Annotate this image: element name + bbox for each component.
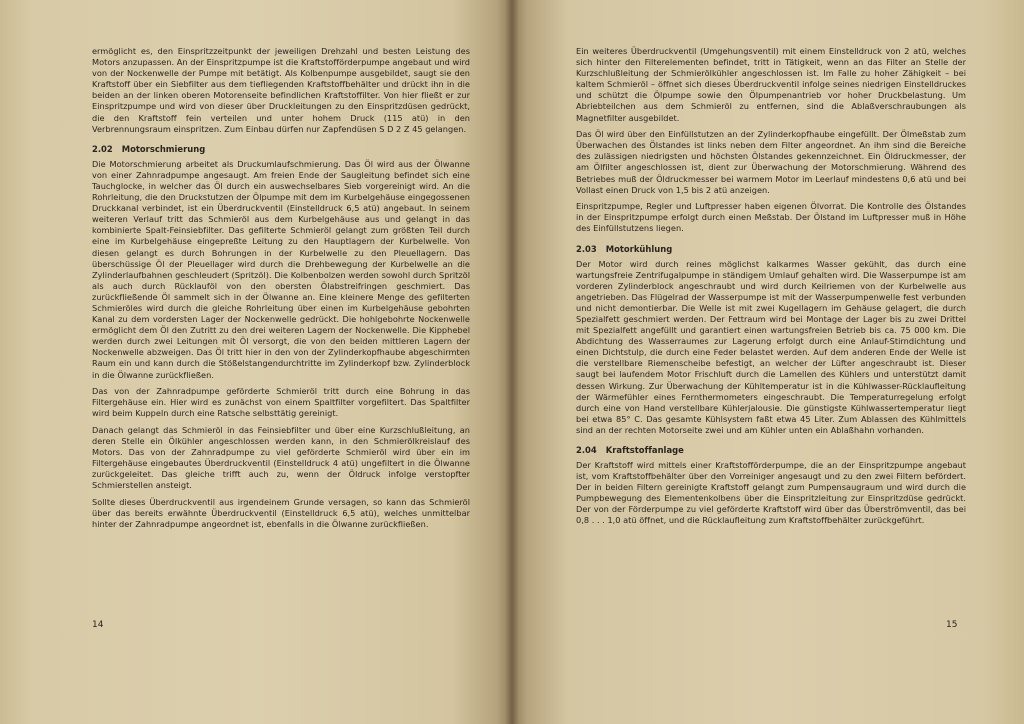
section-heading-kraftstoffanlage: [576, 445, 966, 456]
section-number: 2.04: [576, 445, 597, 455]
section-number: 2.02: [92, 143, 113, 154]
section-title: Motorschmierung: [121, 143, 206, 154]
paragraph: Die Motorschmierung arbeitet als Druckumlaufschmierung. Das Öl wird aus der Ölwanne von einer Zahnradpumpe angesaugt. Am freien Ende der Saugleitung befindet sich eine Tauchglocke, in welcher das Öl durch ein auswechselbares Sieb vorgereinigt wird. An die Rohrleitung, die den Druckstutzen der Ölpumpe mit dem im Kurbelgehäuse eingegossenen Druckkanal verbindet, ist ein Überdruckventil (Einstelldruck 6,5 atü) angebaut. In seinem weiteren Verlauf tritt das Schmieröl aus dem Kurbelgehäuse aus und gelangt in das kombinierte Spalt-Feinsiebfilter. Das gefilterte Schmieröl gelangt zum größten Teil durch eine im Kurbelgehäuse eingepreßte Leitung zu den Hauptlagern der Kurbelwelle. Von diesen gelangt es durch Bohrungen in der Kurbelwelle zu den Pleuellagern. Das überschüssige Öl der Pleuellager wird durch die Drehbewegung der Kurbelwelle an die Zylinderlaufbahnen geschleudert (Spritzöl). Die Kolbenbolzen werden sowohl durch Spritzöl als auch durch Rücklauföl von den obersten Ölabstreifringen geschmiert. Das zurückfließende Öl sammelt sich in der Ölwanne an. Eine kleinere Menge des gefilterten Schmieröles wird durch die gleiche Rohrleitung über einen im Kurbelgehäuse gebohrten Kanal zu dem vordersten Lager der Nockenwelle gedrückt. Die hohlgebohrte Nockenwelle ermöglicht dem Öl den Zutritt zu den drei weiteren Lagern der Nockenwelle. Die Kipphebel werden durch zwei Leitungen mit Öl versorgt, die von den beiden mittleren Lagern der Nockenwelle abzweigen. Das Öl tritt hier in den von der Zylinderkopfhaube abgeschirmten Raum ein und kann durch die Stößelstangendurchtritte im Zylinderkopf bzw. Zylinderblock in die Ölwanne zurückfließen.: [92, 158, 470, 380]
right-page-text-column: [576, 46, 966, 532]
paragraph: ermöglicht es, den Einspritzzeitpunkt der jeweiligen Drehzahl und besten Leistung des Motors anzupassen. An der Einspritzpumpe ist die Kraftstofförderpumpe angebaut und wird von der Nockenwelle der Pumpe mit betätigt. Als Kolbenpumpe ausgebildet, saugt sie den Kraftstoff über ein Siebfilter aus dem tiefliegenden Kraftstoffbehälter und drückt ihn in die beiden an der linken oberen Motorenseite befindlichen Kraftstoffilter. Von hier fließt er zur Einspritzpumpe und wird von dieser über Druckleitungen zu den Einspritzdüsen gedrückt, die den Kraftstoff fein verteilen und unter hohem Druck (115 atü) in den Verbrennungsraum einspritzen. Zum Einbau dürfen nur Zapfendüsen S D 2 Z 45 gelangen.: [92, 46, 470, 134]
page-number-right: 15: [946, 620, 958, 630]
section-title: Kraftstoffanlage: [605, 445, 684, 455]
paragraph: Einspritzpumpe, Regler und Luftpresser haben eigenen Ölvorrat. Die Kontrolle des Ölstandes in der Einspritzpumpe erfolgt durch einen Meßstab. Der Ölstand im Luftpresser muß in Höhe des Einfüllstutzens liegen.: [576, 201, 966, 234]
section-heading-motorschmierung: [92, 144, 470, 155]
paragraph: Der Kraftstoff wird mittels einer Kraftstofförderpumpe, die an der Einspritzpumpe angebaut ist, vom Kraftstoffbehälter über den Vorreiniger angesaugt und zu den zwei Filtern befördert. Der in beiden Filtern gereinigte Kraftstoff gelangt zum Pumpensaugraum und wird durch die Pumpbewegung des Elementenkolbens über die Einspritzleitung zur Einspritzdüse gedrückt. Der von der Förderpumpe zu viel geförderte Kraftstoff wird über das Überströmventil, das bei 0,8 . . . 1,0 atü öffnet, und die Rücklaufleitung zum Kraftstoffbehälter zurückgeführt.: [576, 460, 966, 526]
paragraph: Ein weiteres Überdruckventil (Umgehungsventil) mit einem Einstelldruck von 2 atü, welches sich hinter den Filterelementen befindet, tritt in Tätigkeit, wenn an das Filter an Stelle der Kurzschlußleitung der Schmierölkühler angeschlossen ist. Im Falle zu hoher Zähigkeit – bei kaltem Schmieröl – öffnet sich dieses Überdruckventil infolge seines niedrigen Einstelldruckes und schützt die Ölpumpe sowie den Ölpumpenantrieb vor hoher Druckbelastung. Um Abriebteilchen aus dem Schmieröl zu entfernen, sind die Ablaßverschraubungen als Magnetfilter ausgebildet.: [576, 46, 966, 123]
left-page-text-column: [92, 46, 470, 536]
paragraph: Das von der Zahnradpumpe geförderte Schmieröl tritt durch eine Bohrung in das Filtergehäuse ein. Hier wird es zunächst von einem Spaltfilter vorgefiltert. Das Spaltfilter wird beim Kuppeln durch eine Ratsche selbsttätig gereinigt.: [92, 386, 470, 419]
book-gutter-shadow: [505, 0, 519, 724]
paragraph: Danach gelangt das Schmieröl in das Feinsiebfilter und über eine Kurzschlußleitung, an deren Stelle ein Ölkühler angeschlossen werden kann, in den Schmierölkreislauf des Motors. Das von der Zahnradpumpe zu viel geförderte Schmieröl wird über ein im Filtergehäuse eingebautes Überdruckventil (Einstelldruck 4 atü) ungefiltert in die Ölwanne zurückgeleitet. Das gleiche trifft auch zu, wenn der Öldruck infolge verstopfter Schmierstellen ansteigt.: [92, 424, 470, 491]
page-number-left: 14: [92, 620, 104, 630]
section-heading-motorkuehlung: [576, 244, 966, 255]
section-title: Motorkühlung: [605, 243, 673, 254]
section-number: 2.03: [576, 243, 597, 254]
paragraph: Der Motor wird durch reines möglichst kalkarmes Wasser gekühlt, das durch eine wartungsfreie Zentrifugalpumpe in ständigem Umlauf gehalten wird. Die Wasserpumpe ist am vorderen Zylinderblock angeschraubt und wird durch Keilriemen von der Kurbelwelle aus angetrieben. Das Flügelrad der Wasserpumpe ist mit der Wasserpumpenwelle fest verbunden und nicht demontierbar. Die Welle ist mit zwei Kugellagern im Gehäuse gelagert, die durch Spezialfett geschmiert werden. Der Fettraum wird bei Montage der Lager bis zu zwei Drittel mit Spezialfett angefüllt und garantiert einen wartungsfreien Betrieb bis ca. 75 000 km. Die Abdichtung des Wasserraumes zur Lagerung erfolgt durch eine Anlauf-Stirndichtung und einen Dichtstulp, die durch eine Feder belastet werden. Auf dem anderen Ende der Welle ist die verstellbare Riemenscheibe befestigt, an welcher der Lüfter angeschraubt ist. Dieser saugt bei laufendem Motor Frischluft durch die Lamellen des Kühlers und unterstützt damit dessen Wirkung. Zur Überwachung der Kühltemperatur ist in die Kühlwasser-Rücklaufleitung der Wärmefühler eines Fernthermometers eingeschraubt. Die Temperaturregelung erfolgt durch eine von Hand verstellbare Kühlerjalousie. Die günstigste Kühlwassertemperatur liegt bei etwa 85° C. Das gesamte Kühlsystem faßt etwa 45 Liter. Zum Ablassen des Kühlmittels sind an der rechten Motorseite zwei und am Kühler unten ein Ablaßhahn vorhanden.: [576, 258, 966, 435]
paragraph: Sollte dieses Überdruckventil aus irgendeinem Grunde versagen, so kann das Schmieröl über das bereits erwähnte Überdruckventil (Einstelldruck 6,5 atü), welches unmittelbar hinter der Zahnradpumpe angeordnet ist, ebenfalls in die Ölwanne zurückfließen.: [92, 496, 470, 530]
right-page: [512, 0, 1024, 724]
paragraph: Das Öl wird über den Einfüllstutzen an der Zylinderkopfhaube eingefüllt. Der Ölmeßstab zum Überwachen des Ölstandes ist links neben dem Filter angeordnet. An ihm sind die Bereiche des zulässigen niedrigsten und höchsten Ölstandes gekennzeichnet. Ein Öldruckmesser, der am Ölfilter angeschlossen ist, dient zur Überwachung der Motorschmierung. Während des Betriebes muß der Öldruckmesser bei warmem Motor im Leerlauf mindestens 0,6 atü und bei Vollast einen Druck von 1,5 bis 2 atü anzeigen.: [576, 129, 966, 195]
